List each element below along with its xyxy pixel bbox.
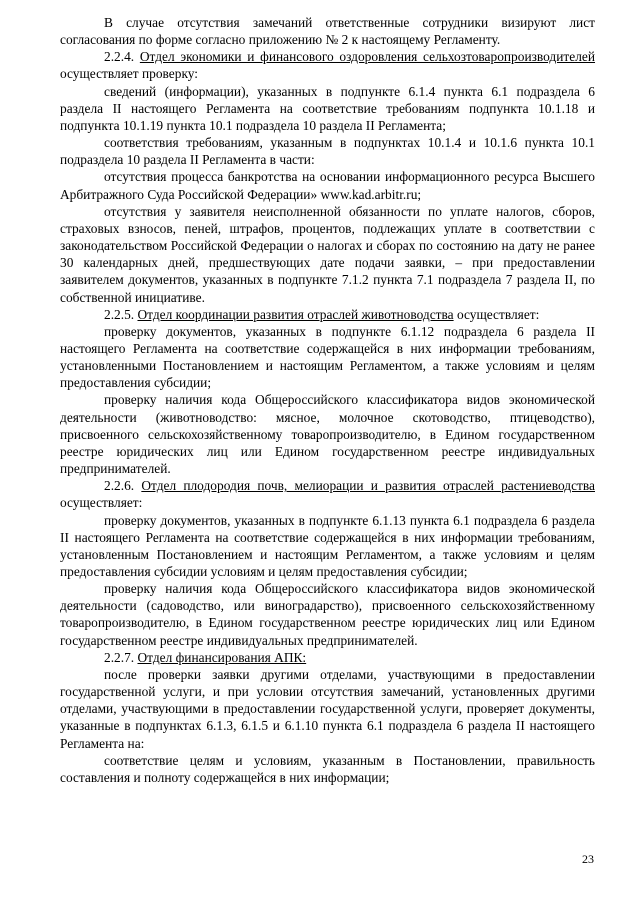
paragraph [60, 752, 595, 786]
paragraph-text: после проверки заявки другими отделами, участвующими в предоставлении государственной услуги, и при условии отсутствия замечаний, установленных другими отделами, участвующими в предоставлении государственной услуги, проверяет документы, указанные в подпунктах 6.1.3, 6.1.5 и 6.1.10 пункта 6.1 подраздела 6 раздела II настоящего Регламента на: [60, 666, 595, 751]
paragraph-text: отсутствия у заявителя неисполненной обязанности по уплате налогов, сборов, страховых взносов, пеней, штрафов, процентов, подлежащих уплате в соответствии с законодательством Российской Федерации о налогах и сборах по состоянию на дату не ранее 30 календарных дней, предшествующих дате подачи заявки, – при предоставлении заявителем документов, указанных в подпункте 7.1.2 пункта 7.1 подраздела 7 раздела II, по собственной инициативе. [60, 203, 595, 305]
section-number: 2.2.5. [104, 306, 138, 322]
section-heading-tail: осуществляет: [453, 306, 540, 322]
paragraph [60, 168, 595, 202]
paragraph [60, 512, 595, 581]
section-number: 2.2.6. [104, 478, 142, 494]
paragraph-text: соответствия требованиям, указанным в подпунктах 10.1.4 и 10.1.6 пункта 10.1 подраздела 10 раздела II Регламента в части: [60, 135, 595, 168]
paragraph [60, 134, 595, 168]
paragraph [60, 83, 595, 134]
section-heading-2-2-6 [60, 477, 595, 511]
paragraph [60, 323, 595, 392]
paragraph-text: проверку документов, указанных в подпункте 6.1.12 подраздела 6 раздела II настоящего Регламента на соответствие содержащейся в них информации требованиям, установленными Постановлением и настоящим Регламентом, а также условиям и целям предоставления субсидии; [60, 323, 595, 391]
paragraph-text: сведений (информации), указанных в подпункте 6.1.4 пункта 6.1 подраздела 6 раздела II настоящего Регламента на соответствие требованиям подпункта 10.1.18 и подпункта 10.1.19 пункта 10.1 подраздела 10 раздела II Регламента; [60, 83, 595, 133]
paragraph-text: проверку наличия кода Общероссийского классификатора видов экономической деятельности (садоводство, или виноградарство), присвоенного сельскохозяйственному товаропроизводителю, в Едином государственном реестре юридических лиц или Едином государственном реестре индивидуальных предпринимателей. [60, 581, 595, 648]
paragraph [60, 203, 595, 306]
paragraph-text: соответствие целям и условиям, указанным в Постановлении, правильность составления и полноту содержащейся в них информации; [60, 752, 595, 785]
paragraph [60, 391, 595, 477]
department-name: Отдел финансирования АПК: [137, 649, 307, 665]
department-name: Отдел экономики и финансового оздоровления сельхозтоваропроизводителей [139, 49, 596, 65]
section-heading-2-2-4 [60, 48, 595, 82]
paragraph-text: проверку наличия кода Общероссийского классификатора видов экономической деятельности (животноводство: мясное, молочное скотоводство, птицеводство), присвоенного сельскохозяйственному товаропроизводителю, в Едином государственном реестре юридических лиц или Едином государственном реестре индивидуальных предпринимателей. [60, 392, 595, 477]
section-heading-2-2-5 [60, 306, 595, 323]
page-number: 23 [582, 852, 594, 866]
paragraph [60, 666, 595, 752]
paragraph [60, 580, 595, 649]
paragraph-text: проверку документов, указанных в подпункте 6.1.13 пункта 6.1 подраздела 6 раздела II настоящего Регламента на соответствие содержащейся в них информации требованиям, установленным Постановлением и настоящим Регламентом, а также условиям и целям предоставления субсидии условиям и целям предоставления субсидии; [60, 512, 595, 579]
section-heading-tail: осуществляет: [60, 495, 143, 511]
department-name: Отдел плодородия почв, мелиорации и развития отраслей растениеводства [141, 478, 595, 494]
document-page [60, 14, 595, 786]
section-heading-tail: осуществляет проверку: [60, 66, 198, 82]
department-name: Отдел координации развития отраслей животноводства [137, 306, 454, 322]
section-number: 2.2.4. [104, 49, 140, 65]
section-heading-2-2-7 [60, 649, 595, 666]
section-number: 2.2.7. [104, 649, 138, 665]
paragraph-text: В случае отсутствия замечаний ответственные сотрудники визируют лист согласования по форме согласно приложению № 2 к настоящему Регламенту. [60, 15, 595, 48]
paragraph-text: отсутствия процесса банкротства на основании информационного ресурса Высшего Арбитражного Суда Российской Федерации» www.kad.arbitr.ru; [60, 169, 595, 202]
paragraph [60, 14, 595, 48]
